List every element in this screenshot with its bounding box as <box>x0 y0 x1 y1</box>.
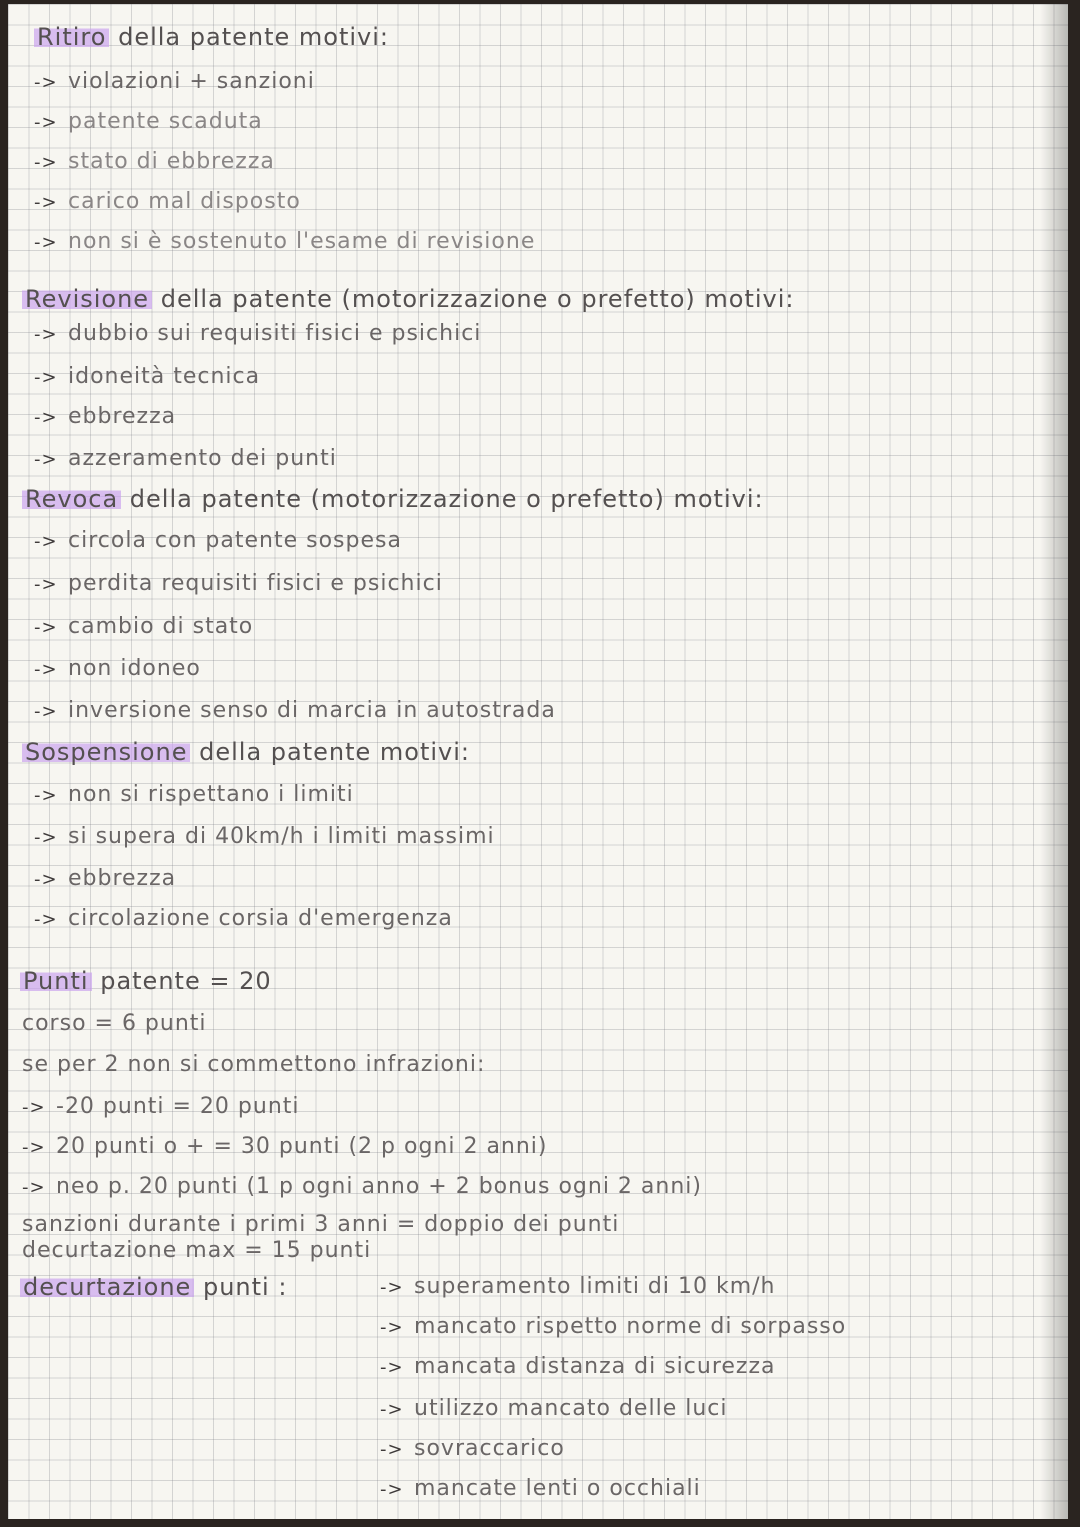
text-sanzioni: sanzioni durante i primi 3 anni = doppio dei punti <box>22 1212 620 1237</box>
notebook-page <box>8 4 1068 1519</box>
arrow-icon: -> <box>380 1439 404 1460</box>
list-item: -> carico mal disposto <box>34 187 301 218</box>
list-item: -> sovraccarico <box>380 1434 565 1465</box>
heading-revisione-rest: della patente (motorizzazione o prefetto) motivi: <box>160 285 795 313</box>
list-item: -> cambio di stato <box>34 612 253 643</box>
highlight-revisione: Revisione <box>22 285 152 313</box>
heading-punti-rest: patente = 20 <box>100 967 272 995</box>
heading-ritiro <box>34 22 389 52</box>
arrow-icon: -> <box>34 574 58 595</box>
highlight-ritiro: Ritiro <box>34 23 109 51</box>
arrow-icon: -> <box>34 909 58 930</box>
list-item: -> idoneità tecnica <box>34 362 260 393</box>
arrow-icon: -> <box>34 531 58 552</box>
heading-revoca-rest: della patente (motorizzazione o prefetto) motivi: <box>129 485 764 513</box>
arrow-icon: -> <box>380 1277 404 1298</box>
arrow-icon: -> <box>380 1479 404 1500</box>
list-item: -> non si è sostenuto l'esame di revisione <box>34 227 535 258</box>
arrow-icon: -> <box>22 1097 46 1118</box>
arrow-icon: -> <box>34 112 58 133</box>
highlight-decurtazione: decurtazione <box>20 1273 194 1301</box>
page-edge-shadow <box>1040 4 1068 1519</box>
list-item: -> utilizzo mancato delle luci <box>380 1394 727 1425</box>
list-item: -> mancate lenti o occhiali <box>380 1474 701 1505</box>
list-item: -> 20 punti o + = 30 punti (2 p ogni 2 anni) <box>22 1132 548 1163</box>
arrow-icon: -> <box>34 324 58 345</box>
list-item: -> azzeramento dei punti <box>34 444 337 475</box>
heading-punti <box>20 966 272 996</box>
arrow-icon: -> <box>34 407 58 428</box>
heading-revoca <box>22 484 764 514</box>
arrow-icon: -> <box>380 1357 404 1378</box>
heading-decurtazione-rest: punti : <box>202 1273 288 1301</box>
highlight-sospensione: Sospensione <box>22 738 190 766</box>
heading-revisione <box>22 284 795 314</box>
highlight-revoca: Revoca <box>22 485 121 513</box>
arrow-icon: -> <box>380 1317 404 1338</box>
arrow-icon: -> <box>34 152 58 173</box>
list-item: -> violazioni + sanzioni <box>34 67 315 98</box>
list-item: -> non idoneo <box>34 654 201 685</box>
arrow-icon: -> <box>34 72 58 93</box>
list-item: -> inversione senso di marcia in autostrada <box>34 696 556 727</box>
text-seper: se per 2 non si commettono infrazioni: <box>22 1052 486 1077</box>
list-item: -> perdita requisiti fisici e psichici <box>34 569 443 600</box>
list-item: -> superamento limiti di 10 km/h <box>380 1272 776 1303</box>
text-corso: corso = 6 punti <box>22 1011 207 1036</box>
list-item: -> patente scaduta <box>34 107 263 138</box>
arrow-icon: -> <box>34 869 58 890</box>
list-item: -> mancato rispetto norme di sorpasso <box>380 1312 846 1343</box>
arrow-icon: -> <box>22 1137 46 1158</box>
text-decurtazione-max: decurtazione max = 15 punti <box>22 1238 372 1263</box>
heading-ritiro-rest: della patente motivi: <box>118 23 389 51</box>
list-item: -> ebbrezza <box>34 864 176 895</box>
list-item: -> ebbrezza <box>34 402 176 433</box>
arrow-icon: -> <box>22 1177 46 1198</box>
list-item: -> -20 punti = 20 punti <box>22 1092 300 1123</box>
arrow-icon: -> <box>34 449 58 470</box>
list-item: -> circola con patente sospesa <box>34 526 402 557</box>
list-item: -> dubbio sui requisiti fisici e psichici <box>34 319 481 350</box>
list-item: -> non si rispettano i limiti <box>34 780 354 811</box>
arrow-icon: -> <box>34 701 58 722</box>
arrow-icon: -> <box>34 659 58 680</box>
list-item: -> mancata distanza di sicurezza <box>380 1352 776 1383</box>
arrow-icon: -> <box>34 827 58 848</box>
heading-sospensione-rest: della patente motivi: <box>199 738 471 766</box>
list-item: -> circolazione corsia d'emergenza <box>34 904 453 935</box>
arrow-icon: -> <box>34 367 58 388</box>
heading-sospensione <box>22 737 470 767</box>
heading-decurtazione <box>20 1272 287 1302</box>
arrow-icon: -> <box>34 192 58 213</box>
arrow-icon: -> <box>380 1399 404 1420</box>
list-item: -> neo p. 20 punti (1 p ogni anno + 2 bonus ogni 2 anni) <box>22 1172 702 1203</box>
list-item: -> si supera di 40km/h i limiti massimi <box>34 822 495 853</box>
arrow-icon: -> <box>34 232 58 253</box>
arrow-icon: -> <box>34 785 58 806</box>
highlight-punti: Punti <box>20 967 92 995</box>
list-item: -> stato di ebbrezza <box>34 147 275 178</box>
arrow-icon: -> <box>34 617 58 638</box>
